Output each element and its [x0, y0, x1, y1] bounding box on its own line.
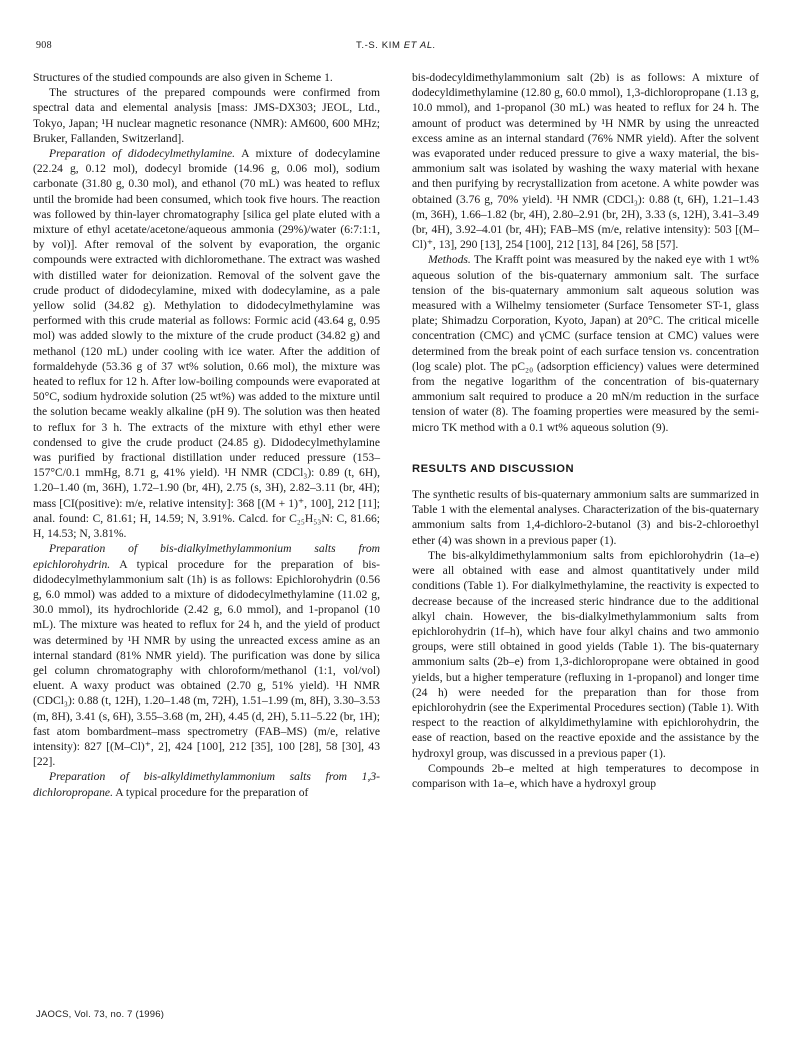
paragraph-prep-dichloropropane	[33, 769, 380, 799]
paragraph-methods	[412, 252, 759, 434]
page-footer: JAOCS, Vol. 73, no. 7 (1996)	[36, 1009, 165, 1020]
paragraph-prep-epichlorohydrin	[33, 541, 380, 769]
run-in-title: Preparation of didodecylmethylamine.	[49, 147, 236, 161]
paragraph-prep-didodecylmethylamine	[33, 146, 380, 541]
paragraph-synthetic-results: The synthetic results of bis-quaternary ammonium salts are summarized in Table 1 with the elemental analyses. Characterization of the bis-quaternary ammonium salts from 1,4-dichloro-2-butanol (3) and bis-2-chloroethyl ether (4) was shown in a previous paper (1).	[412, 488, 759, 547]
paragraph-structure-confirmation: The structures of the prepared compounds were confirmed from spectral data and elemental analysis [mass: JMS-DX303; JEOL, Ltd., Tokyo, Japan; ¹H nuclear magnetic resonance (NMR): AM600, 600 MHz; Bruker, Fallanden, Switzerland].	[33, 86, 380, 145]
running-head-authors: T.-S. KIM	[356, 40, 404, 51]
running-head-etal: ET AL.	[403, 40, 436, 51]
paragraph-body: A typical procedure for the preparation of bis-didodecylmethylammonium salt (1h) is as follows: Epichlorohydrin (0.56 g, 6.0 mmol) was added to a mixture of didodecylmethylamine (11.02 g, 30.0 mmol), its hydrochloride (2.42 g, 6.0 mmol), and 1-propanol (10 mL). The mixture was heated to reflux for 24 h, and the yield of product was determined by ¹H NMR by using the unreacted excess amine as an internal standard (81% NMR yield). The purification was done by silica gel column chromatography with chloroform/methanol (1:1, vol/vol) eluent. A waxy product was obtained (2.70 g, 51% yield). ¹H NMR (CDCl₃): 0.88 (t, 12H), 1.20–1.48 (m, 72H), 1.51–1.99 (m, 8H), 3.30–3.53 (m, 8H), 3.41 (s, 6H), 3.55–3.68 (m, 2H), 4.45 (d, 2H), 5.11–5.22 (br, 1H); fast atom bombardment–mass spectrometry (FAB–MS) (m/e, relative intensity): 827 [(M–Cl)⁺, 2], 424 [100], 212 [35], 100 [28], 58 [30], 43 [22].	[33, 557, 380, 769]
paragraph-body: The Krafft point was measured by the naked eye with 1 wt% aqueous solution of the bis-quaternary ammonium salt. The surface tension of the bis-quaternary ammonium salt aqueous solution was measured with a Wilhelmy tensiometer (Surface Tensometer ST-1, glass plate; Shimadzu Corporation, Kyoto, Japan) at 20°C. The critical micelle concentration (CMC) and γCMC (surface tension at CMC) values were determined from the break point of each surface tension vs. concentration (log scale) plot. The pC₂₀ (adsorption efficiency) values were determined from the negative logarithm of the concentration of bis-quaternary ammonium salt required to produce a 20 mN/m reduction in the surface tension of water (8). The foaming properties were measured by the semi-micro TK method with a 0.1 wt% aqueous solution (9).	[412, 253, 759, 434]
section-heading-results: RESULTS AND DISCUSSION	[412, 462, 575, 475]
paragraph-epichlorohydrin-salts: The bis-alkyldimethylammonium salts from epichlorohydrin (1a–e) were all obtained with ease and almost quantitatively under mild conditions (Table 1). For dialkylmethylamine, the reactivity is expected to decrease because of the increased steric hindrance due to the additional alkyl chain. However, the bis-dialkylmethylammonium salts from epichlorohydrin (1f–h), which have four alkyl chains and two ammonio groups, were still obtained in good yields (Table 1). The bis-quaternary ammonium salts (2b–e) from 1,3-dichloropropane were obtained in good yields, but a higher temperature (refluxing in 1-propanol) and longer time (24 h) were needed for the preparation than for those from epichlorohydrin (see the Experimental Procedures section) (Table 1). With respect to the reaction of alkyldimethylamine with epichlorohydrin, the ease of reaction, based on the reactive epoxide and the assistance by the hydroxyl group, was discussed in a previous paper (1).	[412, 548, 759, 760]
run-in-title: Preparation of bis-alkyldimethylammonium salts from 1,3-dichloropropane.	[33, 770, 380, 799]
paragraph-melting: Compounds 2b–e melted at high temperatures to decompose in comparison with 1a–e, which have a hydroxyl group	[412, 761, 759, 790]
left-column	[33, 70, 380, 800]
paragraph-scheme-reference: Structures of the studied compounds are also given in Scheme 1.	[33, 71, 333, 84]
right-column	[412, 70, 759, 791]
run-in-title: Methods.	[428, 253, 471, 267]
run-in-title: Preparation of bis-dialkylmethylammonium salts from epichlorohydrin.	[33, 542, 380, 571]
paragraph-body: A typical procedure for the preparation of	[112, 785, 309, 799]
paragraph-body: A mixture of dodecylamine (22.24 g, 0.12 mol), dodecyl bromide (14.96 g, 0.06 mol), sodium carbonate (31.80 g, 0.30 mol), and ethanol (70 mL) was heated to reflux until the bromide had been consumed, which took five hours. The reaction was followed by thin-layer chromatography [silica gel plate eluted with a mixture of ethyl acetate/acetone/aqueous ammonia (29%)/water (6:7:1:1, by vol)]. After removal of the solvent by evaporation, the organic compounds were extracted with dichloromethane. The extract was washed with distilled water for deionization. Removal of the solvent gave the crude product of didodecylamine, mixed with dodecylamine, as a pale yellow solid (34.82 g). Methylation to didodecylmethylamine was performed with this crude material as follows: Formic acid (43.64 g, 0.95 mol) was added slowly to the mixture of the crude product (34.82 g) and methanol (120 mL) under cooling with ice water. After the addition of formaldehyde (53.36 g of 37 wt% solution, 0.66 mol), the mixture was heated to reflux for 12 h. After low-boiling compounds were evaporated at 50°C, sodium hydroxide solution (25 wt%) was added to the mixture until the solution became weakly alkaline (pH 9). The solution was then heated to reflux for 3 h. The extracts of the mixture with ethyl ether were condensed to give the crude product (24.85 g). Didodecylmethylamine was purified by fractional distillation under reduced pressure (153–157°C/0.1 mmHg, 8.71 g, 41% yield). ¹H NMR (CDCl₃): 0.89 (t, 6H), 1.20–1.40 (m, 36H), 1.72–1.90 (br, 4H), 2.75 (s, 3H), 2.82–3.11 (br, 4H); mass [CI(positive): m/e, relative intensity]: 368 [(M + 1)⁺, 100], 212 [11]; anal. found: C, 81.61; H, 14.59; N, 3.91%. Calcd. for C₂₅H₅₃N: C, 81.66; H, 14.53; N, 3.81%.	[33, 147, 380, 541]
running-head	[36, 40, 756, 51]
page-header	[36, 40, 756, 54]
page-number: 908	[36, 40, 52, 51]
paragraph-prep-2b: bis-dodecyldimethylammonium salt (2b) is as follows: A mixture of dodecyldimethylamine (12.80 g, 60.0 mmol), 1,3-dichloropropane (1.13 g, 10.0 mmol), and 1-propanol (30 mL) was heated to reflux for 24 h. The amount of product was determined by ¹H NMR by using the unreacted excess amine as an internal standard (76% NMR yield). After the solvent was evaporated under reduced pressure to give a waxy material, the bis-ammonium salt was isolated by washing the waxy material with hexane and then purifying by recrystallization from acetone. A white powder was obtained (3.76 g, 70% yield). ¹H NMR (CDCl₃): 0.88 (t, 6H), 1.21–1.43 (m, 36H), 1.66–1.82 (br, 4H), 2.80–2.91 (br, 2H), 3.33 (s, 12H), 3.41–3.49 (br, 4H), 3.92–4.01 (br, 4H); FAB–MS (m/e, relative intensity): 503 [(M–Cl)⁺, 13], 290 [13], 254 [100], 212 [13], 84 [26], 58 [57].	[412, 71, 759, 252]
